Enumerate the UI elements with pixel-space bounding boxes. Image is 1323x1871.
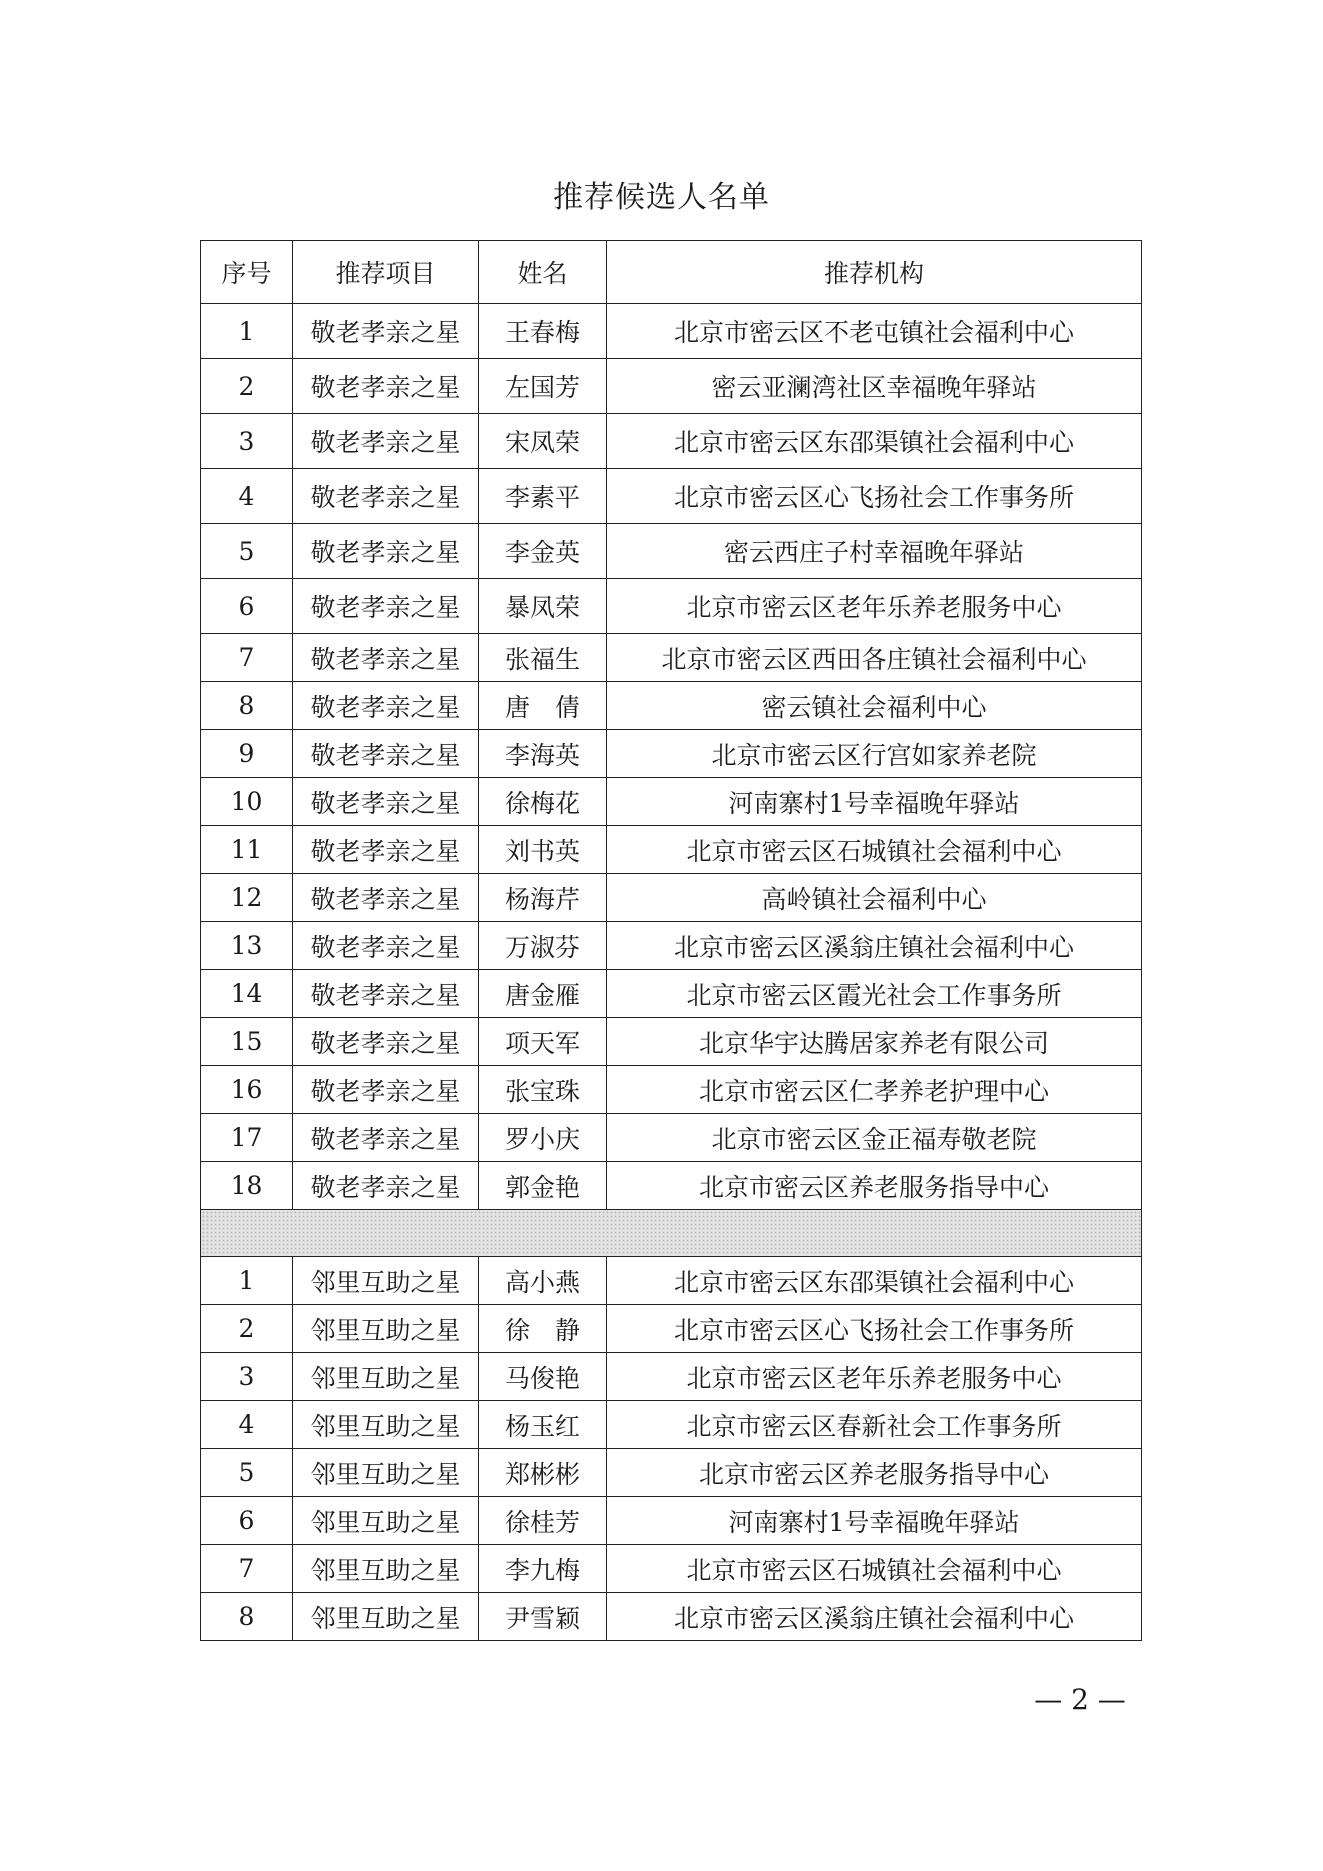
cell-serial: 1 [201, 1257, 293, 1305]
cell-name: 罗小庆 [479, 1114, 607, 1162]
cell-organization: 密云西庄子村幸福晚年驿站 [607, 524, 1142, 579]
cell-name: 唐 倩 [479, 682, 607, 730]
cell-name: 李九梅 [479, 1545, 607, 1593]
cell-category: 敬老孝亲之星 [293, 1162, 479, 1210]
cell-name: 杨玉红 [479, 1401, 607, 1449]
table-row [201, 970, 1142, 1018]
table-row [201, 1593, 1142, 1641]
cell-organization: 高岭镇社会福利中心 [607, 874, 1142, 922]
cell-organization: 北京市密云区心飞扬社会工作事务所 [607, 469, 1142, 524]
cell-organization: 北京市密云区石城镇社会福利中心 [607, 1545, 1142, 1593]
cell-serial: 5 [201, 1449, 293, 1497]
cell-organization: 北京市密云区西田各庄镇社会福利中心 [607, 634, 1142, 682]
table-row [201, 1497, 1142, 1545]
table-row [201, 304, 1142, 359]
cell-name: 唐金雁 [479, 970, 607, 1018]
cell-category: 敬老孝亲之星 [293, 1066, 479, 1114]
table-row [201, 1066, 1142, 1114]
cell-category: 敬老孝亲之星 [293, 1018, 479, 1066]
table-row [201, 524, 1142, 579]
cell-serial: 12 [201, 874, 293, 922]
cell-category: 邻里互助之星 [293, 1497, 479, 1545]
cell-serial: 2 [201, 359, 293, 414]
cell-serial: 18 [201, 1162, 293, 1210]
cell-name: 张宝珠 [479, 1066, 607, 1114]
cell-serial: 7 [201, 634, 293, 682]
cell-name: 徐桂芳 [479, 1497, 607, 1545]
table-header-row [201, 241, 1142, 304]
cell-organization: 北京市密云区行宫如家养老院 [607, 730, 1142, 778]
cell-name: 尹雪颖 [479, 1593, 607, 1641]
cell-category: 敬老孝亲之星 [293, 579, 479, 634]
cell-category: 敬老孝亲之星 [293, 778, 479, 826]
cell-name: 李金英 [479, 524, 607, 579]
cell-serial: 4 [201, 1401, 293, 1449]
cell-organization: 北京市密云区霞光社会工作事务所 [607, 970, 1142, 1018]
header-category: 推荐项目 [293, 241, 479, 304]
cell-category: 邻里互助之星 [293, 1401, 479, 1449]
header-organization: 推荐机构 [607, 241, 1142, 304]
cell-name: 郑彬彬 [479, 1449, 607, 1497]
cell-category: 邻里互助之星 [293, 1545, 479, 1593]
cell-category: 邻里互助之星 [293, 1305, 479, 1353]
table-row [201, 469, 1142, 524]
table-row [201, 1401, 1142, 1449]
cell-organization: 北京市密云区养老服务指导中心 [607, 1449, 1142, 1497]
cell-serial: 1 [201, 304, 293, 359]
table-row [201, 634, 1142, 682]
cell-category: 敬老孝亲之星 [293, 1114, 479, 1162]
cell-serial: 8 [201, 682, 293, 730]
cell-serial: 9 [201, 730, 293, 778]
cell-serial: 15 [201, 1018, 293, 1066]
cell-name: 徐 静 [479, 1305, 607, 1353]
cell-serial: 5 [201, 524, 293, 579]
cell-organization: 密云镇社会福利中心 [607, 682, 1142, 730]
cell-organization: 密云亚澜湾社区幸福晚年驿站 [607, 359, 1142, 414]
shaded-separator-cell [201, 1210, 1142, 1257]
table-row [201, 1353, 1142, 1401]
table-row [201, 922, 1142, 970]
table-row [201, 1018, 1142, 1066]
cell-serial: 16 [201, 1066, 293, 1114]
cell-category: 敬老孝亲之星 [293, 922, 479, 970]
cell-category: 敬老孝亲之星 [293, 524, 479, 579]
cell-name: 郭金艳 [479, 1162, 607, 1210]
cell-category: 敬老孝亲之星 [293, 414, 479, 469]
cell-serial: 6 [201, 579, 293, 634]
cell-name: 项天军 [479, 1018, 607, 1066]
cell-organization: 北京市密云区东邵渠镇社会福利中心 [607, 1257, 1142, 1305]
cell-name: 杨海芹 [479, 874, 607, 922]
cell-serial: 14 [201, 970, 293, 1018]
cell-serial: 4 [201, 469, 293, 524]
cell-serial: 7 [201, 1545, 293, 1593]
cell-organization: 北京市密云区心飞扬社会工作事务所 [607, 1305, 1142, 1353]
table-row [201, 682, 1142, 730]
header-name: 姓名 [479, 241, 607, 304]
cell-category: 敬老孝亲之星 [293, 469, 479, 524]
cell-organization: 北京市密云区东邵渠镇社会福利中心 [607, 414, 1142, 469]
cell-organization: 北京华宇达腾居家养老有限公司 [607, 1018, 1142, 1066]
cell-name: 王春梅 [479, 304, 607, 359]
cell-category: 邻里互助之星 [293, 1593, 479, 1641]
cell-organization: 北京市密云区溪翁庄镇社会福利中心 [607, 1593, 1142, 1641]
table-row [201, 1162, 1142, 1210]
cell-organization: 北京市密云区春新社会工作事务所 [607, 1401, 1142, 1449]
cell-serial: 17 [201, 1114, 293, 1162]
cell-organization: 北京市密云区溪翁庄镇社会福利中心 [607, 922, 1142, 970]
cell-category: 邻里互助之星 [293, 1257, 479, 1305]
cell-category: 敬老孝亲之星 [293, 682, 479, 730]
cell-serial: 2 [201, 1305, 293, 1353]
table-row [201, 874, 1142, 922]
cell-organization: 北京市密云区老年乐养老服务中心 [607, 579, 1142, 634]
cell-category: 敬老孝亲之星 [293, 304, 479, 359]
table-row [201, 1305, 1142, 1353]
cell-name: 李素平 [479, 469, 607, 524]
cell-organization: 北京市密云区老年乐养老服务中心 [607, 1353, 1142, 1401]
table-row [201, 778, 1142, 826]
cell-organization: 北京市密云区石城镇社会福利中心 [607, 826, 1142, 874]
table-row [201, 414, 1142, 469]
cell-serial: 11 [201, 826, 293, 874]
cell-organization: 北京市密云区仁孝养老护理中心 [607, 1066, 1142, 1114]
cell-name: 李海英 [479, 730, 607, 778]
cell-category: 敬老孝亲之星 [293, 359, 479, 414]
table-row [201, 1449, 1142, 1497]
cell-name: 徐梅花 [479, 778, 607, 826]
cell-name: 左国芳 [479, 359, 607, 414]
cell-name: 刘书英 [479, 826, 607, 874]
cell-serial: 3 [201, 414, 293, 469]
table-row [201, 730, 1142, 778]
table-row [201, 826, 1142, 874]
cell-organization: 北京市密云区养老服务指导中心 [607, 1162, 1142, 1210]
table-row [201, 1257, 1142, 1305]
table-row [201, 1545, 1142, 1593]
page-title: 推荐候选人名单 [553, 180, 770, 215]
cell-name: 高小燕 [479, 1257, 607, 1305]
cell-category: 敬老孝亲之星 [293, 874, 479, 922]
cell-serial: 13 [201, 922, 293, 970]
header-serial: 序号 [201, 241, 293, 304]
cell-name: 张福生 [479, 634, 607, 682]
cell-organization: 河南寨村1号幸福晚年驿站 [607, 1497, 1142, 1545]
cell-name: 宋凤荣 [479, 414, 607, 469]
page-number: — 2 — [1034, 1683, 1126, 1716]
table-row [201, 359, 1142, 414]
table-body [201, 304, 1142, 1641]
cell-serial: 10 [201, 778, 293, 826]
candidate-table [200, 240, 1142, 1641]
group-separator-row [201, 1210, 1142, 1257]
cell-name: 暴凤荣 [479, 579, 607, 634]
cell-serial: 8 [201, 1593, 293, 1641]
cell-organization: 北京市密云区金正福寿敬老院 [607, 1114, 1142, 1162]
cell-category: 敬老孝亲之星 [293, 730, 479, 778]
cell-category: 邻里互助之星 [293, 1449, 479, 1497]
cell-category: 敬老孝亲之星 [293, 970, 479, 1018]
cell-category: 敬老孝亲之星 [293, 826, 479, 874]
table-row [201, 579, 1142, 634]
cell-category: 敬老孝亲之星 [293, 634, 479, 682]
table-row [201, 1114, 1142, 1162]
cell-organization: 河南寨村1号幸福晚年驿站 [607, 778, 1142, 826]
cell-serial: 6 [201, 1497, 293, 1545]
cell-name: 马俊艳 [479, 1353, 607, 1401]
cell-serial: 3 [201, 1353, 293, 1401]
cell-organization: 北京市密云区不老屯镇社会福利中心 [607, 304, 1142, 359]
cell-name: 万淑芬 [479, 922, 607, 970]
cell-category: 邻里互助之星 [293, 1353, 479, 1401]
